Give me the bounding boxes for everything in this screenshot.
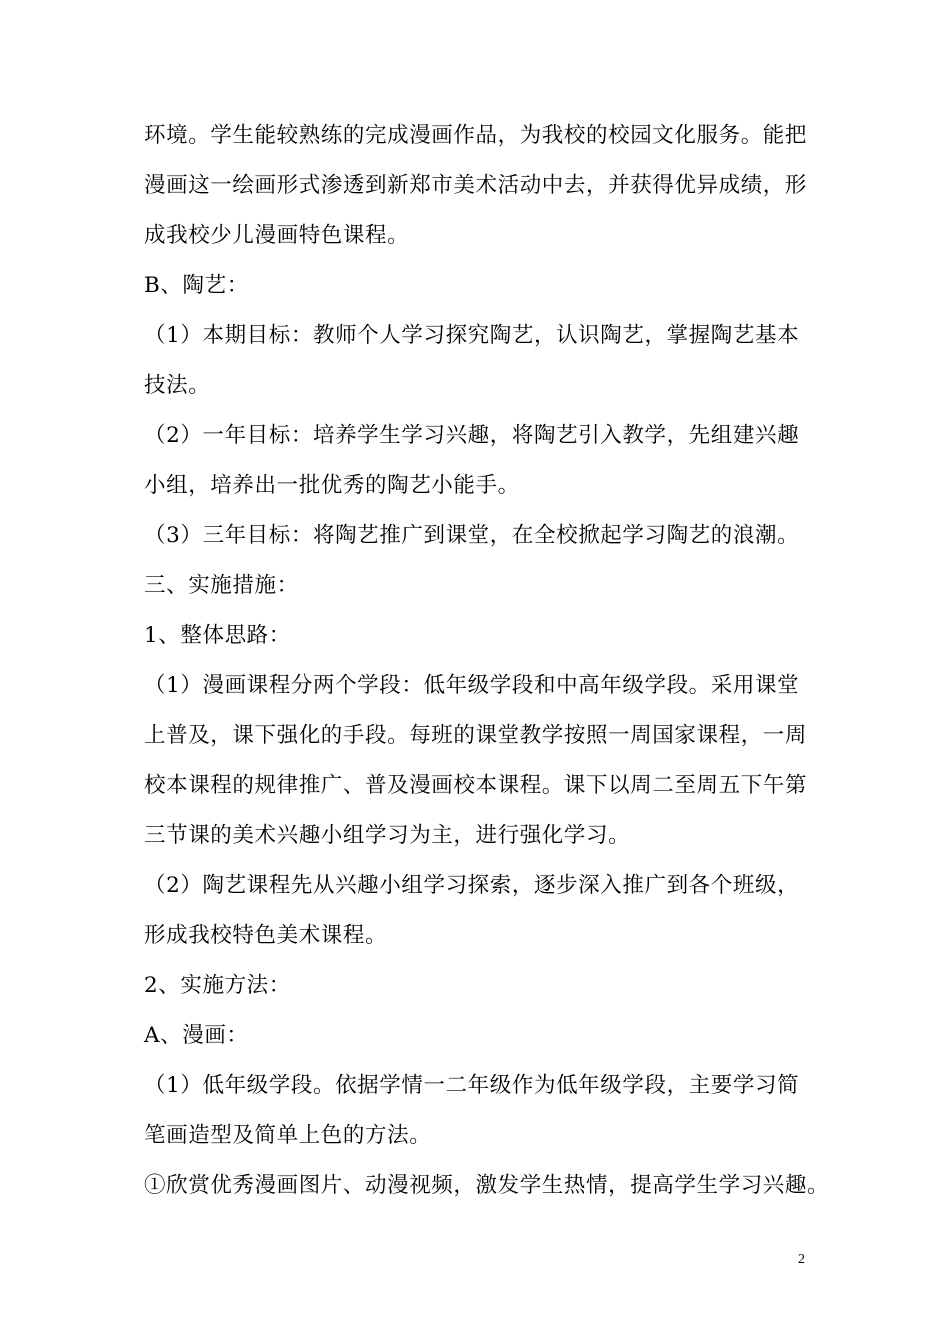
section-heading: 1、整体思路： (144, 623, 291, 648)
page-number: 2 (798, 1252, 805, 1267)
text-line: 成我校少儿漫画特色课程。 (144, 223, 410, 248)
section-heading: 三、实施措施： (144, 573, 299, 598)
text-line: ①欣赏优秀漫画图片、动漫视频，激发学生热情，提高学生学习兴趣。 (144, 1173, 830, 1198)
text-line: （1）漫画课程分两个学段：低年级学段和中高年级学段。采用课堂 (144, 673, 800, 698)
text-line: 形成我校特色美术课程。 (144, 923, 388, 948)
text-line: 漫画这一绘画形式渗透到新郑市美术活动中去，并获得优异成绩，形 (144, 173, 808, 198)
text-line: 小组，培养出一批优秀的陶艺小能手。 (144, 473, 520, 498)
section-heading: 2、实施方法： (144, 973, 291, 998)
section-heading: B、陶艺： (144, 273, 249, 298)
text-line: 上普及，课下强化的手段。每班的课堂教学按照一周国家课程，一周 (144, 723, 808, 748)
text-line: （2）一年目标：培养学生学习兴趣，将陶艺引入教学，先组建兴趣 (144, 423, 800, 448)
text-line: 校本课程的规律推广、普及漫画校本课程。课下以周二至周五下午第 (144, 773, 808, 798)
text-line: 环境。学生能较熟练的完成漫画作品，为我校的校园文化服务。能把 (144, 123, 808, 148)
text-line: （2）陶艺课程先从兴趣小组学习探索，逐步深入推广到各个班级， (144, 873, 800, 898)
text-line: （3）三年目标：将陶艺推广到课堂，在全校掀起学习陶艺的浪潮。 (144, 523, 800, 548)
text-line: 技法。 (144, 373, 211, 398)
text-line: （1）低年级学段。依据学情一二年级作为低年级学段，主要学习简 (144, 1073, 800, 1098)
text-line: （1）本期目标：教师个人学习探究陶艺，认识陶艺，掌握陶艺基本 (144, 323, 800, 348)
section-heading: A、漫画： (144, 1023, 249, 1048)
text-line: 三节课的美术兴趣小组学习为主，进行强化学习。 (144, 823, 631, 848)
text-line: 笔画造型及简单上色的方法。 (144, 1123, 432, 1148)
